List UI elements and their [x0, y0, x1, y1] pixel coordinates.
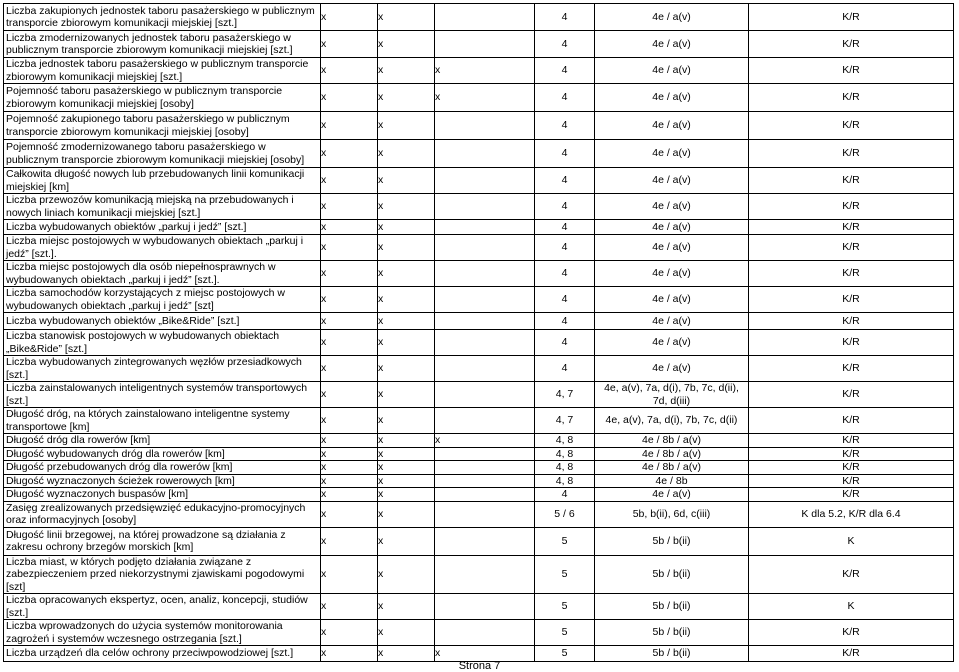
column-x1-cell: x: [321, 527, 378, 555]
column-x2-cell: x: [378, 235, 435, 261]
column-x3-cell: [435, 501, 535, 527]
row-label: Liczba miejsc postojowych w wybudowanych obiektach „parkuj i jedź” [szt.].: [4, 235, 321, 261]
axis-code-cell: 4, 8: [535, 461, 595, 475]
axis-code-cell: 5: [535, 620, 595, 646]
column-x1-cell: x: [321, 356, 378, 382]
column-x1-cell: x: [321, 220, 378, 235]
column-x2-cell: x: [378, 527, 435, 555]
category-cell: K/R: [749, 408, 954, 434]
reference-cell: 4e / a(v): [595, 261, 749, 287]
column-x3-cell: [435, 235, 535, 261]
axis-code-cell: 4: [535, 194, 595, 220]
table-row: [4, 140, 954, 168]
page-number: Strona 7: [458, 660, 501, 672]
row-label: Liczba wybudowanych obiektów „parkuj i jedź” [szt.]: [4, 220, 321, 235]
row-label: Pojemność zmodernizowanego taboru pasażerskiego w publicznym transporcie zbiorowym komunikacji miejskiej [osoby]: [4, 140, 321, 168]
table-row: [4, 408, 954, 434]
table-row: [4, 356, 954, 382]
category-cell: K/R: [749, 488, 954, 502]
table-row: [4, 594, 954, 620]
row-label: Liczba wprowadzonych do użycia systemów monitorowania zagrożeń i systemów wczesnego ostrzegania [szt.]: [4, 620, 321, 646]
reference-cell: 4e / a(v): [595, 140, 749, 168]
category-cell: K/R: [749, 330, 954, 356]
reference-cell: 5b / b(ii): [595, 527, 749, 555]
column-x2-cell: x: [378, 434, 435, 448]
reference-cell: 4e / a(v): [595, 356, 749, 382]
axis-code-cell: 4, 8: [535, 447, 595, 461]
category-cell: K/R: [749, 168, 954, 194]
column-x1-cell: x: [321, 501, 378, 527]
reference-cell: 5b / b(ii): [595, 620, 749, 646]
column-x3-cell: [435, 4, 535, 31]
category-cell: K/R: [749, 461, 954, 475]
reference-cell: 5b / b(ii): [595, 594, 749, 620]
row-label: Liczba samochodów korzystających z miejsc postojowych w wybudowanych obiektach „parkuj i jedź” [szt]: [4, 287, 321, 313]
table-row: [4, 447, 954, 461]
column-x3-cell: [435, 168, 535, 194]
axis-code-cell: 4: [535, 58, 595, 84]
table-row: [4, 4, 954, 31]
row-label: Długość wyznaczonych ścieżek rowerowych [km]: [4, 474, 321, 488]
column-x2-cell: x: [378, 488, 435, 502]
column-x3-cell: [435, 356, 535, 382]
column-x2-cell: x: [378, 594, 435, 620]
row-label: Liczba urządzeń dla celów ochrony przeciwpowodziowej [szt.]: [4, 646, 321, 662]
category-cell: K/R: [749, 4, 954, 31]
table-row: [4, 31, 954, 58]
column-x3-cell: [435, 474, 535, 488]
column-x2-cell: x: [378, 356, 435, 382]
column-x2-cell: x: [378, 461, 435, 475]
reference-cell: 4e / a(v): [595, 287, 749, 313]
column-x3-cell: [435, 287, 535, 313]
reference-cell: 4e / a(v): [595, 488, 749, 502]
table-row: [4, 461, 954, 475]
column-x2-cell: x: [378, 4, 435, 31]
column-x2-cell: x: [378, 31, 435, 58]
table-row: [4, 527, 954, 555]
column-x2-cell: x: [378, 555, 435, 594]
reference-cell: 4e / 8b / a(v): [595, 447, 749, 461]
column-x3-cell: [435, 220, 535, 235]
category-cell: K/R: [749, 313, 954, 330]
column-x1-cell: x: [321, 594, 378, 620]
axis-code-cell: 4, 7: [535, 382, 595, 408]
column-x3-cell: [435, 194, 535, 220]
reference-cell: 4e / a(v): [595, 58, 749, 84]
column-x1-cell: x: [321, 58, 378, 84]
row-label: Zasięg zrealizowanych przedsięwzięć edukacyjno-promocyjnych oraz informacyjnych [osoby]: [4, 501, 321, 527]
reference-cell: 4e / a(v): [595, 112, 749, 140]
column-x3-cell: [435, 461, 535, 475]
category-cell: K/R: [749, 31, 954, 58]
row-label: Liczba wybudowanych obiektów „Bike&Ride” [szt.]: [4, 313, 321, 330]
column-x3-cell: [435, 31, 535, 58]
column-x1-cell: x: [321, 555, 378, 594]
column-x2-cell: x: [378, 620, 435, 646]
column-x2-cell: x: [378, 287, 435, 313]
column-x1-cell: x: [321, 261, 378, 287]
axis-code-cell: 4: [535, 220, 595, 235]
reference-cell: 4e / a(v): [595, 235, 749, 261]
reference-cell: 5b / b(ii): [595, 646, 749, 662]
table-row: [4, 58, 954, 84]
category-cell: K/R: [749, 382, 954, 408]
column-x1-cell: x: [321, 140, 378, 168]
axis-code-cell: 4, 7: [535, 408, 595, 434]
row-label: Długość wybudowanych dróg dla rowerów [km]: [4, 447, 321, 461]
column-x1-cell: x: [321, 447, 378, 461]
axis-code-cell: 4: [535, 112, 595, 140]
column-x2-cell: x: [378, 382, 435, 408]
table-row: [4, 235, 954, 261]
column-x1-cell: x: [321, 474, 378, 488]
axis-code-cell: 4: [535, 235, 595, 261]
column-x1-cell: x: [321, 620, 378, 646]
category-cell: K/R: [749, 220, 954, 235]
category-cell: K/R: [749, 287, 954, 313]
row-label: Długość wyznaczonych buspasów [km]: [4, 488, 321, 502]
axis-code-cell: 5: [535, 646, 595, 662]
axis-code-cell: 4, 8: [535, 474, 595, 488]
axis-code-cell: 4: [535, 31, 595, 58]
reference-cell: 4e / a(v): [595, 220, 749, 235]
column-x1-cell: x: [321, 112, 378, 140]
category-cell: K/R: [749, 194, 954, 220]
row-label: Liczba jednostek taboru pasażerskiego w publicznym transporcie zbiorowym komunikacji miejskiej [szt.]: [4, 58, 321, 84]
reference-cell: 4e / a(v): [595, 168, 749, 194]
category-cell: K/R: [749, 235, 954, 261]
category-cell: K/R: [749, 620, 954, 646]
axis-code-cell: 4: [535, 140, 595, 168]
column-x2-cell: x: [378, 84, 435, 112]
column-x2-cell: x: [378, 58, 435, 84]
column-x2-cell: x: [378, 447, 435, 461]
column-x3-cell: x: [435, 58, 535, 84]
column-x2-cell: x: [378, 140, 435, 168]
column-x3-cell: x: [435, 646, 535, 662]
column-x3-cell: [435, 555, 535, 594]
table-row: [4, 194, 954, 220]
reference-cell: 4e, a(v), 7a, d(i), 7b, 7c, d(ii): [595, 408, 749, 434]
column-x2-cell: x: [378, 501, 435, 527]
column-x2-cell: x: [378, 168, 435, 194]
column-x2-cell: x: [378, 313, 435, 330]
row-label: Długość dróg dla rowerów [km]: [4, 434, 321, 448]
column-x1-cell: x: [321, 31, 378, 58]
column-x3-cell: [435, 140, 535, 168]
category-cell: K/R: [749, 555, 954, 594]
row-label: Pojemność taboru pasażerskiego w publicznym transporcie zbiorowym komunikacji miejskiej [osoby]: [4, 84, 321, 112]
category-cell: K: [749, 527, 954, 555]
row-label: Długość przebudowanych dróg dla rowerów [km]: [4, 461, 321, 475]
table-row: [4, 620, 954, 646]
category-cell: K/R: [749, 474, 954, 488]
table-row: [4, 168, 954, 194]
table-row: [4, 382, 954, 408]
reference-cell: 4e / a(v): [595, 84, 749, 112]
column-x1-cell: x: [321, 646, 378, 662]
column-x3-cell: [435, 527, 535, 555]
row-label: Liczba opracowanych ekspertyz, ocen, analiz, koncepcji, studiów [szt.]: [4, 594, 321, 620]
axis-code-cell: 4: [535, 488, 595, 502]
indicator-table: [3, 3, 954, 662]
table-row: [4, 313, 954, 330]
category-cell: K/R: [749, 261, 954, 287]
table-row: [4, 555, 954, 594]
reference-cell: 4e, a(v), 7a, d(i), 7b, 7c, d(ii), 7d, d(iii): [595, 382, 749, 408]
axis-code-cell: 5: [535, 594, 595, 620]
category-cell: K/R: [749, 434, 954, 448]
category-cell: K/R: [749, 140, 954, 168]
row-label: Liczba zmodernizowanych jednostek taboru pasażerskiego w publicznym transporcie zbiorowym komunikacji miejskiej [szt.]: [4, 31, 321, 58]
axis-code-cell: 4: [535, 356, 595, 382]
column-x1-cell: x: [321, 235, 378, 261]
table-row: [4, 112, 954, 140]
axis-code-cell: 4: [535, 4, 595, 31]
reference-cell: 4e / a(v): [595, 313, 749, 330]
reference-cell: 4e / 8b / a(v): [595, 461, 749, 475]
reference-cell: 4e / a(v): [595, 31, 749, 58]
column-x3-cell: [435, 112, 535, 140]
table-row: [4, 488, 954, 502]
category-cell: K dla 5.2, K/R dla 6.4: [749, 501, 954, 527]
column-x1-cell: x: [321, 461, 378, 475]
column-x1-cell: x: [321, 488, 378, 502]
column-x2-cell: x: [378, 474, 435, 488]
column-x1-cell: x: [321, 168, 378, 194]
axis-code-cell: 5: [535, 555, 595, 594]
category-cell: K/R: [749, 646, 954, 662]
table-row: [4, 330, 954, 356]
table-row: [4, 220, 954, 235]
row-label: Całkowita długość nowych lub przebudowanych linii komunikacji miejskiej [km]: [4, 168, 321, 194]
column-x3-cell: [435, 408, 535, 434]
axis-code-cell: 4: [535, 261, 595, 287]
column-x1-cell: x: [321, 434, 378, 448]
axis-code-cell: 5: [535, 527, 595, 555]
row-label: Liczba miejsc postojowych dla osób niepełnosprawnych w wybudowanych obiektach „parkuj i jedź” [szt.].: [4, 261, 321, 287]
column-x2-cell: x: [378, 646, 435, 662]
category-cell: K: [749, 594, 954, 620]
reference-cell: 4e / a(v): [595, 194, 749, 220]
row-label: Długość dróg, na których zainstalowano inteligentne systemy transportowe [km]: [4, 408, 321, 434]
column-x3-cell: [435, 313, 535, 330]
reference-cell: 4e / 8b: [595, 474, 749, 488]
category-cell: K/R: [749, 84, 954, 112]
axis-code-cell: 4: [535, 330, 595, 356]
row-label: Liczba przewozów komunikacją miejską na przebudowanych i nowych liniach komunikacji miejskiej [szt.]: [4, 194, 321, 220]
row-label: Liczba zainstalowanych inteligentnych systemów transportowych [szt.]: [4, 382, 321, 408]
category-cell: K/R: [749, 447, 954, 461]
column-x3-cell: [435, 447, 535, 461]
category-cell: K/R: [749, 112, 954, 140]
column-x1-cell: x: [321, 4, 378, 31]
table-row: [4, 501, 954, 527]
category-cell: K/R: [749, 356, 954, 382]
row-label: Długość linii brzegowej, na której prowadzone są działania z zakresu ochrony brzegów morskich [km]: [4, 527, 321, 555]
table-row: [4, 84, 954, 112]
row-label: Liczba zakupionych jednostek taboru pasażerskiego w publicznym transporcie zbiorowym komunikacji miejskiej [szt.]: [4, 4, 321, 31]
row-label: Liczba wybudowanych zintegrowanych węzłów przesiadkowych [szt.]: [4, 356, 321, 382]
axis-code-cell: 4: [535, 313, 595, 330]
column-x3-cell: [435, 382, 535, 408]
column-x2-cell: x: [378, 330, 435, 356]
row-label: Pojemność zakupionego taboru pasażerskiego w publicznym transporcie zbiorowym komunikacji miejskiej [osoby]: [4, 112, 321, 140]
column-x3-cell: [435, 488, 535, 502]
column-x1-cell: x: [321, 313, 378, 330]
column-x2-cell: x: [378, 261, 435, 287]
table-row: [4, 434, 954, 448]
column-x1-cell: x: [321, 330, 378, 356]
column-x1-cell: x: [321, 194, 378, 220]
axis-code-cell: 4: [535, 84, 595, 112]
table-row: [4, 261, 954, 287]
column-x1-cell: x: [321, 287, 378, 313]
axis-code-cell: 4: [535, 168, 595, 194]
indicator-table-body: [4, 4, 954, 662]
reference-cell: 5b, b(ii), 6d, c(iii): [595, 501, 749, 527]
column-x1-cell: x: [321, 382, 378, 408]
reference-cell: 5b / b(ii): [595, 555, 749, 594]
column-x3-cell: [435, 620, 535, 646]
column-x1-cell: x: [321, 84, 378, 112]
table-row: [4, 474, 954, 488]
reference-cell: 4e / a(v): [595, 330, 749, 356]
category-cell: K/R: [749, 58, 954, 84]
column-x2-cell: x: [378, 220, 435, 235]
column-x3-cell: [435, 594, 535, 620]
column-x3-cell: [435, 330, 535, 356]
axis-code-cell: 5 / 6: [535, 501, 595, 527]
table-row: [4, 287, 954, 313]
reference-cell: 4e / a(v): [595, 4, 749, 31]
column-x1-cell: x: [321, 408, 378, 434]
reference-cell: 4e / 8b / a(v): [595, 434, 749, 448]
axis-code-cell: 4, 8: [535, 434, 595, 448]
column-x2-cell: x: [378, 194, 435, 220]
row-label: Liczba miast, w których podjęto działania związane z zabezpieczeniem przed niekorzystnymi zjawiskami pogodowymi [szt]: [4, 555, 321, 594]
axis-code-cell: 4: [535, 287, 595, 313]
column-x3-cell: x: [435, 434, 535, 448]
column-x3-cell: [435, 261, 535, 287]
row-label: Liczba stanowisk postojowych w wybudowanych obiektach „Bike&Ride” [szt.]: [4, 330, 321, 356]
column-x3-cell: x: [435, 84, 535, 112]
column-x2-cell: x: [378, 112, 435, 140]
column-x2-cell: x: [378, 408, 435, 434]
